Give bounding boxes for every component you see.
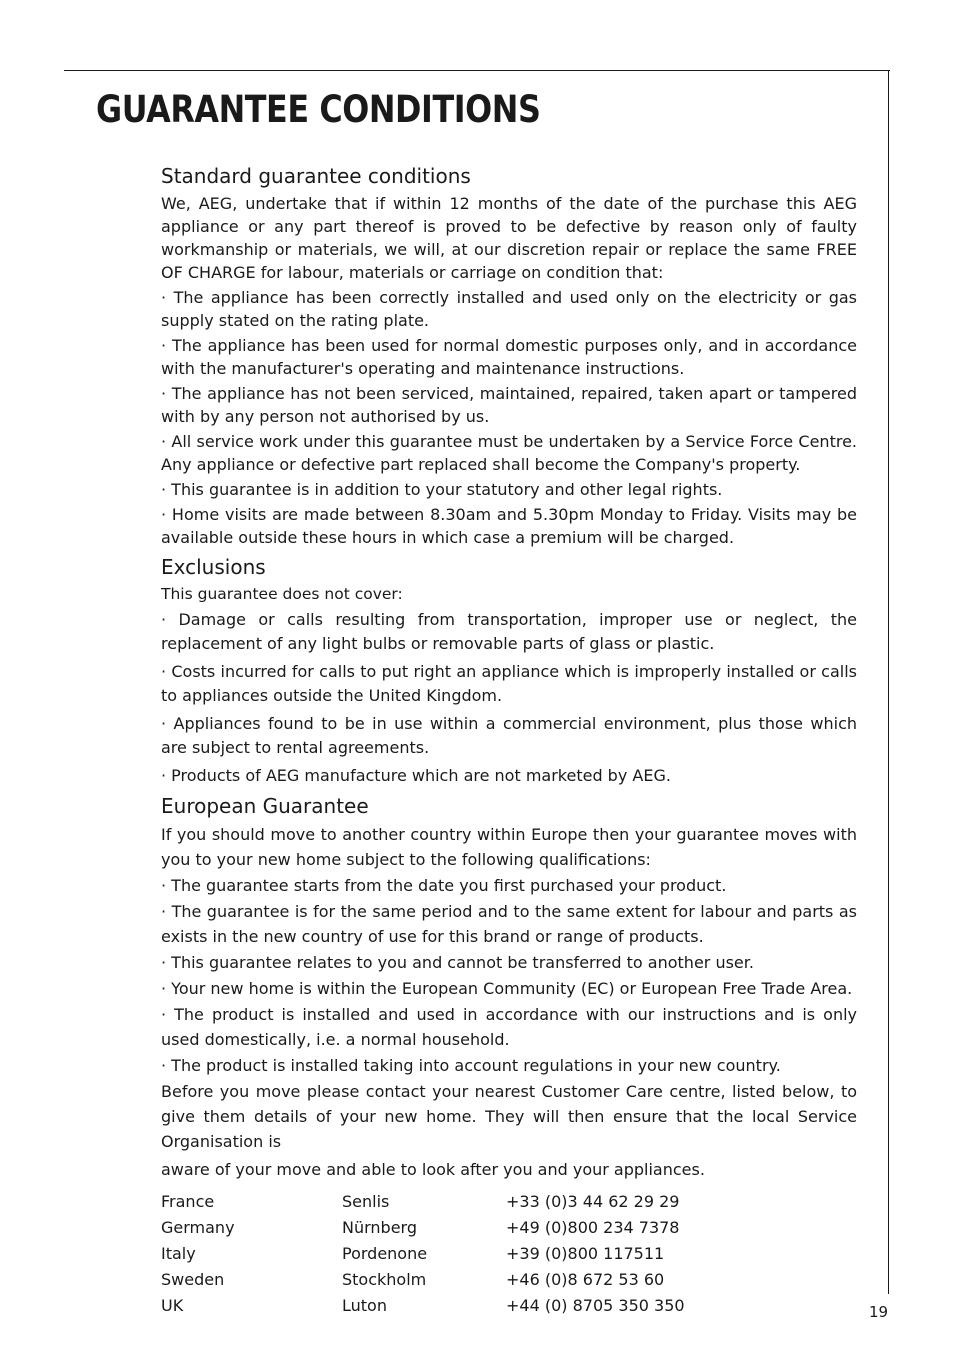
european-section <box>161 792 857 1318</box>
table-row <box>161 1292 685 1318</box>
european-bullet: · The guarantee is for the same period and to the same extent for labour and parts as exists in the new country of use for this brand or range of products. <box>161 902 857 946</box>
table-row <box>161 1266 685 1292</box>
contact-city: Senlis <box>342 1191 390 1211</box>
european-closing-continued: aware of your move and able to look after you and your appliances. <box>161 1160 705 1179</box>
table-row <box>161 1188 685 1214</box>
european-closing: Before you move please contact your nearest Customer Care centre, listed below, to give them details of your new home. They will then ensure that the local Service Organisation is <box>161 1082 857 1151</box>
contact-phone: +33 (0)3 44 62 29 29 <box>506 1191 680 1211</box>
exclusions-bullet: · Damage or calls resulting from transportation, improper use or neglect, the replacement of any light bulbs or removable parts of glass or plastic. <box>161 610 857 653</box>
table-row <box>161 1240 685 1266</box>
contact-country: UK <box>161 1295 184 1315</box>
contact-city: Nürnberg <box>342 1217 417 1237</box>
page-title: GUARANTEE CONDITIONS <box>96 88 541 131</box>
standard-section <box>161 162 857 549</box>
contact-country: Italy <box>161 1243 196 1263</box>
european-intro: If you should move to another country within Europe then your guarantee moves with you to your new home subject to the following qualifications: <box>161 825 857 869</box>
european-bullet: · This guarantee relates to you and cannot be transferred to another user. <box>161 953 754 972</box>
contact-country: France <box>161 1191 215 1211</box>
european-bullet: · The product is installed and used in accordance with our instructions and is only used domestically, i.e. a normal household. <box>161 1005 857 1049</box>
page-number: 19 <box>869 1303 889 1321</box>
section-heading-european: European Guarantee <box>161 794 369 818</box>
exclusions-bullet: · Appliances found to be in use within a commercial environment, plus those which are subject to rental agreements. <box>161 714 857 757</box>
european-bullet: · The product is installed taking into account regulations in your new country. <box>161 1056 781 1075</box>
contact-city: Stockholm <box>342 1269 427 1289</box>
table-row <box>161 1214 685 1240</box>
contact-phone: +49 (0)800 234 7378 <box>506 1217 680 1237</box>
contact-city: Pordenone <box>342 1243 428 1263</box>
right-rule <box>888 70 889 1294</box>
exclusions-bullet: · Products of AEG manufacture which are not marketed by AEG. <box>161 766 671 785</box>
content <box>161 162 857 1318</box>
standard-bullet: · The appliance has been used for normal domestic purposes only, and in accordance with the manufacturer's operating and maintenance instructions. <box>161 336 857 378</box>
top-rule <box>64 70 890 71</box>
exclusions-intro: This guarantee does not cover: <box>161 585 403 603</box>
exclusions-section <box>161 553 857 788</box>
standard-bullet: · This guarantee is in addition to your statutory and other legal rights. <box>161 480 723 499</box>
contact-country: Germany <box>161 1217 235 1237</box>
standard-bullet: · The appliance has been correctly installed and used only on the electricity or gas supply stated on the rating plate. <box>161 288 857 330</box>
standard-bullet: · The appliance has not been serviced, maintained, repaired, taken apart or tampered with by any person not authorised by us. <box>161 384 857 426</box>
contact-city: Luton <box>342 1295 387 1315</box>
section-heading-exclusions: Exclusions <box>161 555 266 579</box>
contact-phone: +46 (0)8 672 53 60 <box>506 1269 665 1289</box>
exclusions-bullet: · Costs incurred for calls to put right an appliance which is improperly installed or calls to appliances outside the United Kingdom. <box>161 662 857 705</box>
contact-country: Sweden <box>161 1269 225 1289</box>
standard-bullet: · All service work under this guarantee must be undertaken by a Service Force Centre. Any appliance or defective part replaced shall become the Company's property. <box>161 432 857 474</box>
section-heading-standard: Standard guarantee conditions <box>161 164 471 188</box>
standard-bullet: · Home visits are made between 8.30am and 5.30pm Monday to Friday. Visits may be available outside these hours in which case a premium will be charged. <box>161 505 857 547</box>
contacts-table <box>161 1188 685 1318</box>
standard-intro: We, AEG, undertake that if within 12 months of the date of the purchase this AEG appliance or any part thereof is proved to be defective by reason only of faulty workmanship or materials, we will, at our discretion repair or replace the same FREE OF CHARGE for labour, materials or carriage on condition that: <box>161 194 857 282</box>
european-bullet: · The guarantee starts from the date you first purchased your product. <box>161 876 727 895</box>
contact-phone: +44 (0) 8705 350 350 <box>506 1295 685 1315</box>
contact-phone: +39 (0)800 117511 <box>506 1243 665 1263</box>
european-bullet: · Your new home is within the European Community (EC) or European Free Trade Area. <box>161 979 853 998</box>
